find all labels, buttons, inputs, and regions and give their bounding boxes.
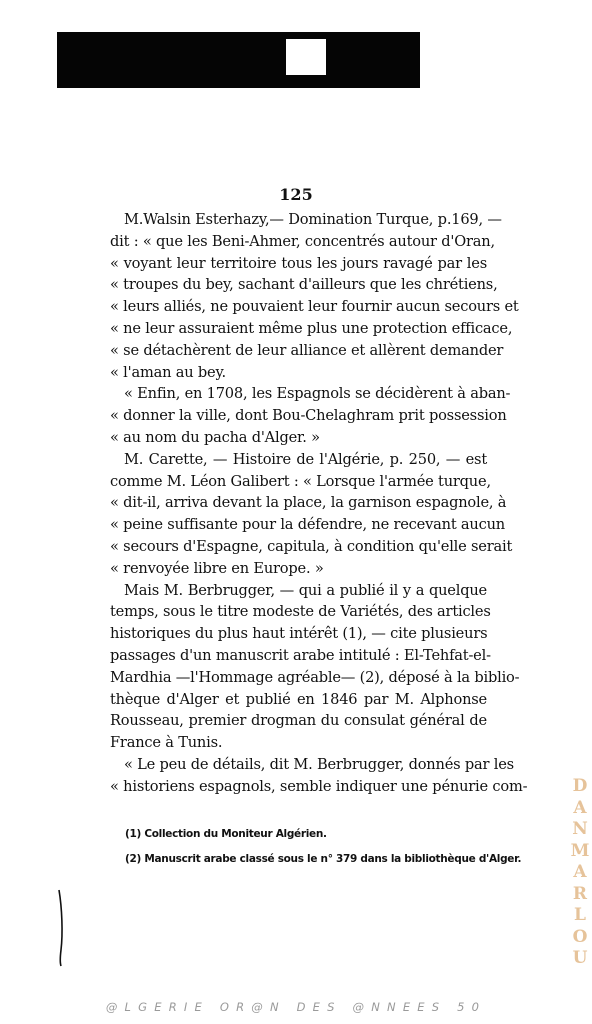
text-line: Mais M. Berbrugger, — qui a publié il y a quelque <box>124 581 487 599</box>
text-line: passages d'un manuscrit arabe intitulé : El-Tehfat-el- <box>110 646 491 664</box>
scan-black-bar <box>57 32 420 88</box>
vertical-watermark <box>570 776 590 970</box>
text-line: « donner la ville, dont Bou-Chelaghram prit possession <box>110 407 507 425</box>
page-number: 125 <box>279 185 313 204</box>
watermark-letter: R <box>572 883 588 904</box>
text-line: « dit-il, arriva devant la place, la garnison espagnole, à <box>110 494 507 512</box>
text-line: « historiens espagnols, semble indiquer une pénurie com- <box>110 777 528 795</box>
watermark-letter: O <box>572 926 588 947</box>
footnotes <box>125 824 522 874</box>
text-line: historiques du plus haut intérêt (1), — cite plusieurs <box>110 625 488 643</box>
text-line: M. Carette, — Histoire de l'Algérie, p. 250, — est <box>124 450 487 468</box>
watermark-letter: U <box>572 948 588 968</box>
text-line: « renvoyée libre en Europe. » <box>110 559 324 577</box>
margin-pen-stroke <box>54 888 66 968</box>
text-line: thèque d'Alger et publié en 1846 par M. Alphonse <box>110 690 487 708</box>
text-line: « Enfin, en 1708, les Espagnols se décidèrent à aban- <box>124 385 511 403</box>
watermark-letter: D <box>572 776 588 796</box>
text-line: « l'aman au bey. <box>110 363 226 381</box>
text-line: « leurs alliés, ne pouvaient leur fournir aucun secours et <box>110 298 519 316</box>
text-line: comme M. Léon Galibert : « Lorsque l'armée turque, <box>110 472 491 490</box>
text-line: Mardhia —l'Hommage agréable— (2), déposé à la biblio- <box>110 668 520 686</box>
watermark-letter: L <box>574 905 586 925</box>
scan-white-square <box>286 39 326 75</box>
text-line: « Le peu de détails, dit M. Berbrugger, donnés par les <box>124 755 514 773</box>
text-line: Rousseau, premier drogman du consulat général de <box>110 712 487 730</box>
bottom-watermark: @LGERIE OR@N DES @NNEES 50 <box>105 1000 487 1014</box>
text-line: « secours d'Espagne, capitula, à condition qu'elle serait <box>110 537 513 555</box>
footnote: (1) Collection du Moniteur Algérien. <box>125 828 327 840</box>
text-line: M.Walsin Esterhazy,— Domination Turque, p.169, — <box>124 211 502 228</box>
text-line: temps, sous le titre modeste de Variétés, des articles <box>110 603 491 621</box>
footnote: (2) Manuscrit arabe classé sous le n° 379 dans la bibliothèque d'Alger. <box>125 853 522 865</box>
text-line: France à Tunis. <box>110 734 223 752</box>
text-line: « troupes du bey, sachant d'ailleurs que les chrétiens, <box>110 276 498 294</box>
text-line: dit : « que les Beni-Ahmer, concentrés autour d'Oran, <box>110 232 495 250</box>
watermark-letter: A <box>573 797 587 818</box>
text-line: « voyant leur territoire tous les jours ravagé par les <box>110 254 487 272</box>
text-line: « se détachèrent de leur alliance et allèrent demander <box>110 341 504 359</box>
body-text <box>110 209 528 798</box>
text-line: « au nom du pacha d'Alger. » <box>110 428 320 446</box>
watermark-letter: N <box>572 819 588 839</box>
text-line: « ne leur assuraient même plus une protection efficace, <box>110 319 513 337</box>
text-line: « peine suffisante pour la défendre, ne recevant aucun <box>110 516 505 534</box>
watermark-letter: A <box>573 862 587 882</box>
watermark-letter: M <box>570 840 590 861</box>
